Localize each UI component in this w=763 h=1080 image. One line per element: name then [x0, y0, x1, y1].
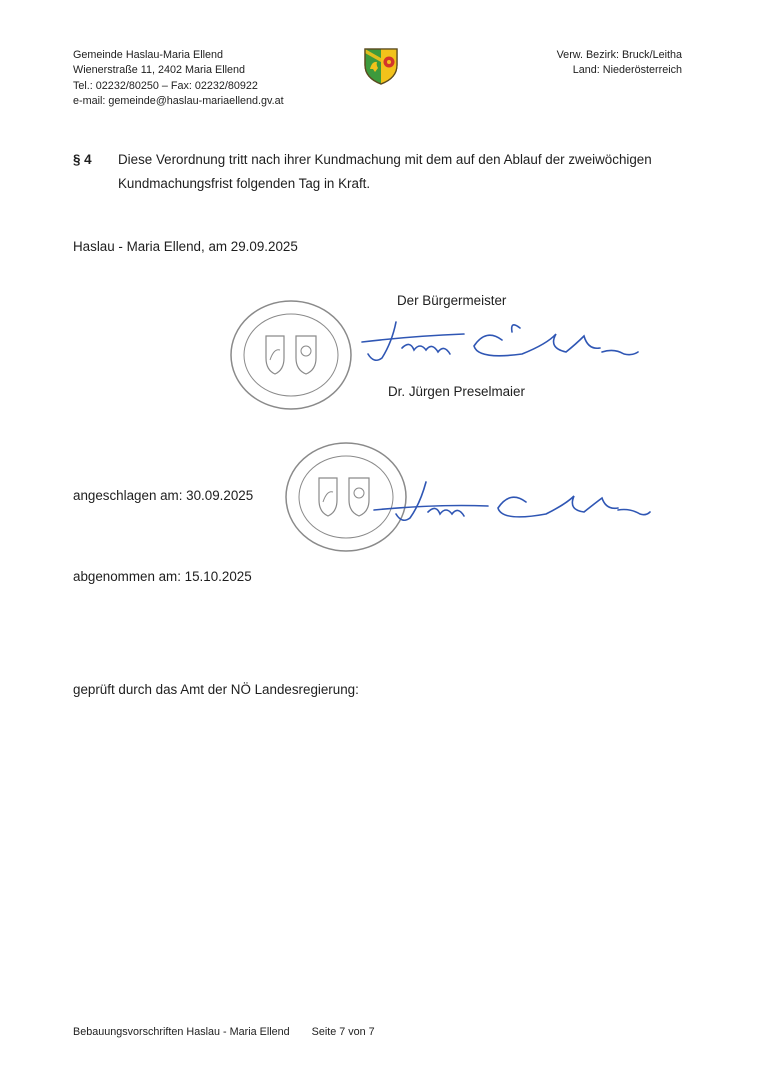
mayor-signature-icon	[366, 474, 651, 530]
municipality-phone-fax: Tel.: 02232/80250 – Fax: 02232/80922	[73, 79, 258, 92]
footer-document-title: Bebauungsvorschriften Haslau - Maria Ellend	[73, 1026, 290, 1038]
state-line: Land: Niederösterreich	[572, 64, 682, 77]
verification-note: geprüft durch das Amt der NÖ Landesregierung:	[73, 682, 359, 697]
municipality-street: Wienerstraße 11, 2402 Maria Ellend	[73, 64, 246, 77]
signatory-role: Der Bürgermeister	[397, 293, 507, 308]
signatory-name: Dr. Jürgen Preselmaier	[388, 384, 525, 399]
paragraph-section	[73, 148, 703, 196]
page-footer	[73, 1026, 375, 1038]
footer-page-number: Seite 7 von 7	[311, 1026, 375, 1038]
paragraph-text	[118, 148, 703, 196]
paragraph-number: § 4	[73, 152, 92, 167]
paragraph-line: Diese Verordnung tritt nach ihrer Kundmachung mit dem auf den Ablauf der zweiwöchigen	[118, 152, 652, 167]
paragraph-line: Kundmachungsfrist folgenden Tag in Kraft.	[118, 176, 371, 191]
municipality-name: Gemeinde Haslau-Maria Ellend	[73, 49, 224, 61]
coat-of-arms-icon	[363, 47, 399, 85]
municipality-email: e-mail: gemeinde@haslau-mariaellend.gv.at	[73, 95, 284, 108]
district-info	[557, 48, 682, 79]
district-line: Verw. Bezirk: Bruck/Leitha	[556, 49, 682, 61]
place-and-date: Haslau - Maria Ellend, am 29.09.2025	[73, 239, 298, 254]
removed-date: abgenommen am: 15.10.2025	[73, 569, 252, 584]
municipality-address	[73, 48, 284, 110]
official-seal-icon	[226, 296, 356, 414]
posted-date: angeschlagen am: 30.09.2025	[73, 488, 254, 503]
mayor-signature-icon	[352, 314, 642, 370]
